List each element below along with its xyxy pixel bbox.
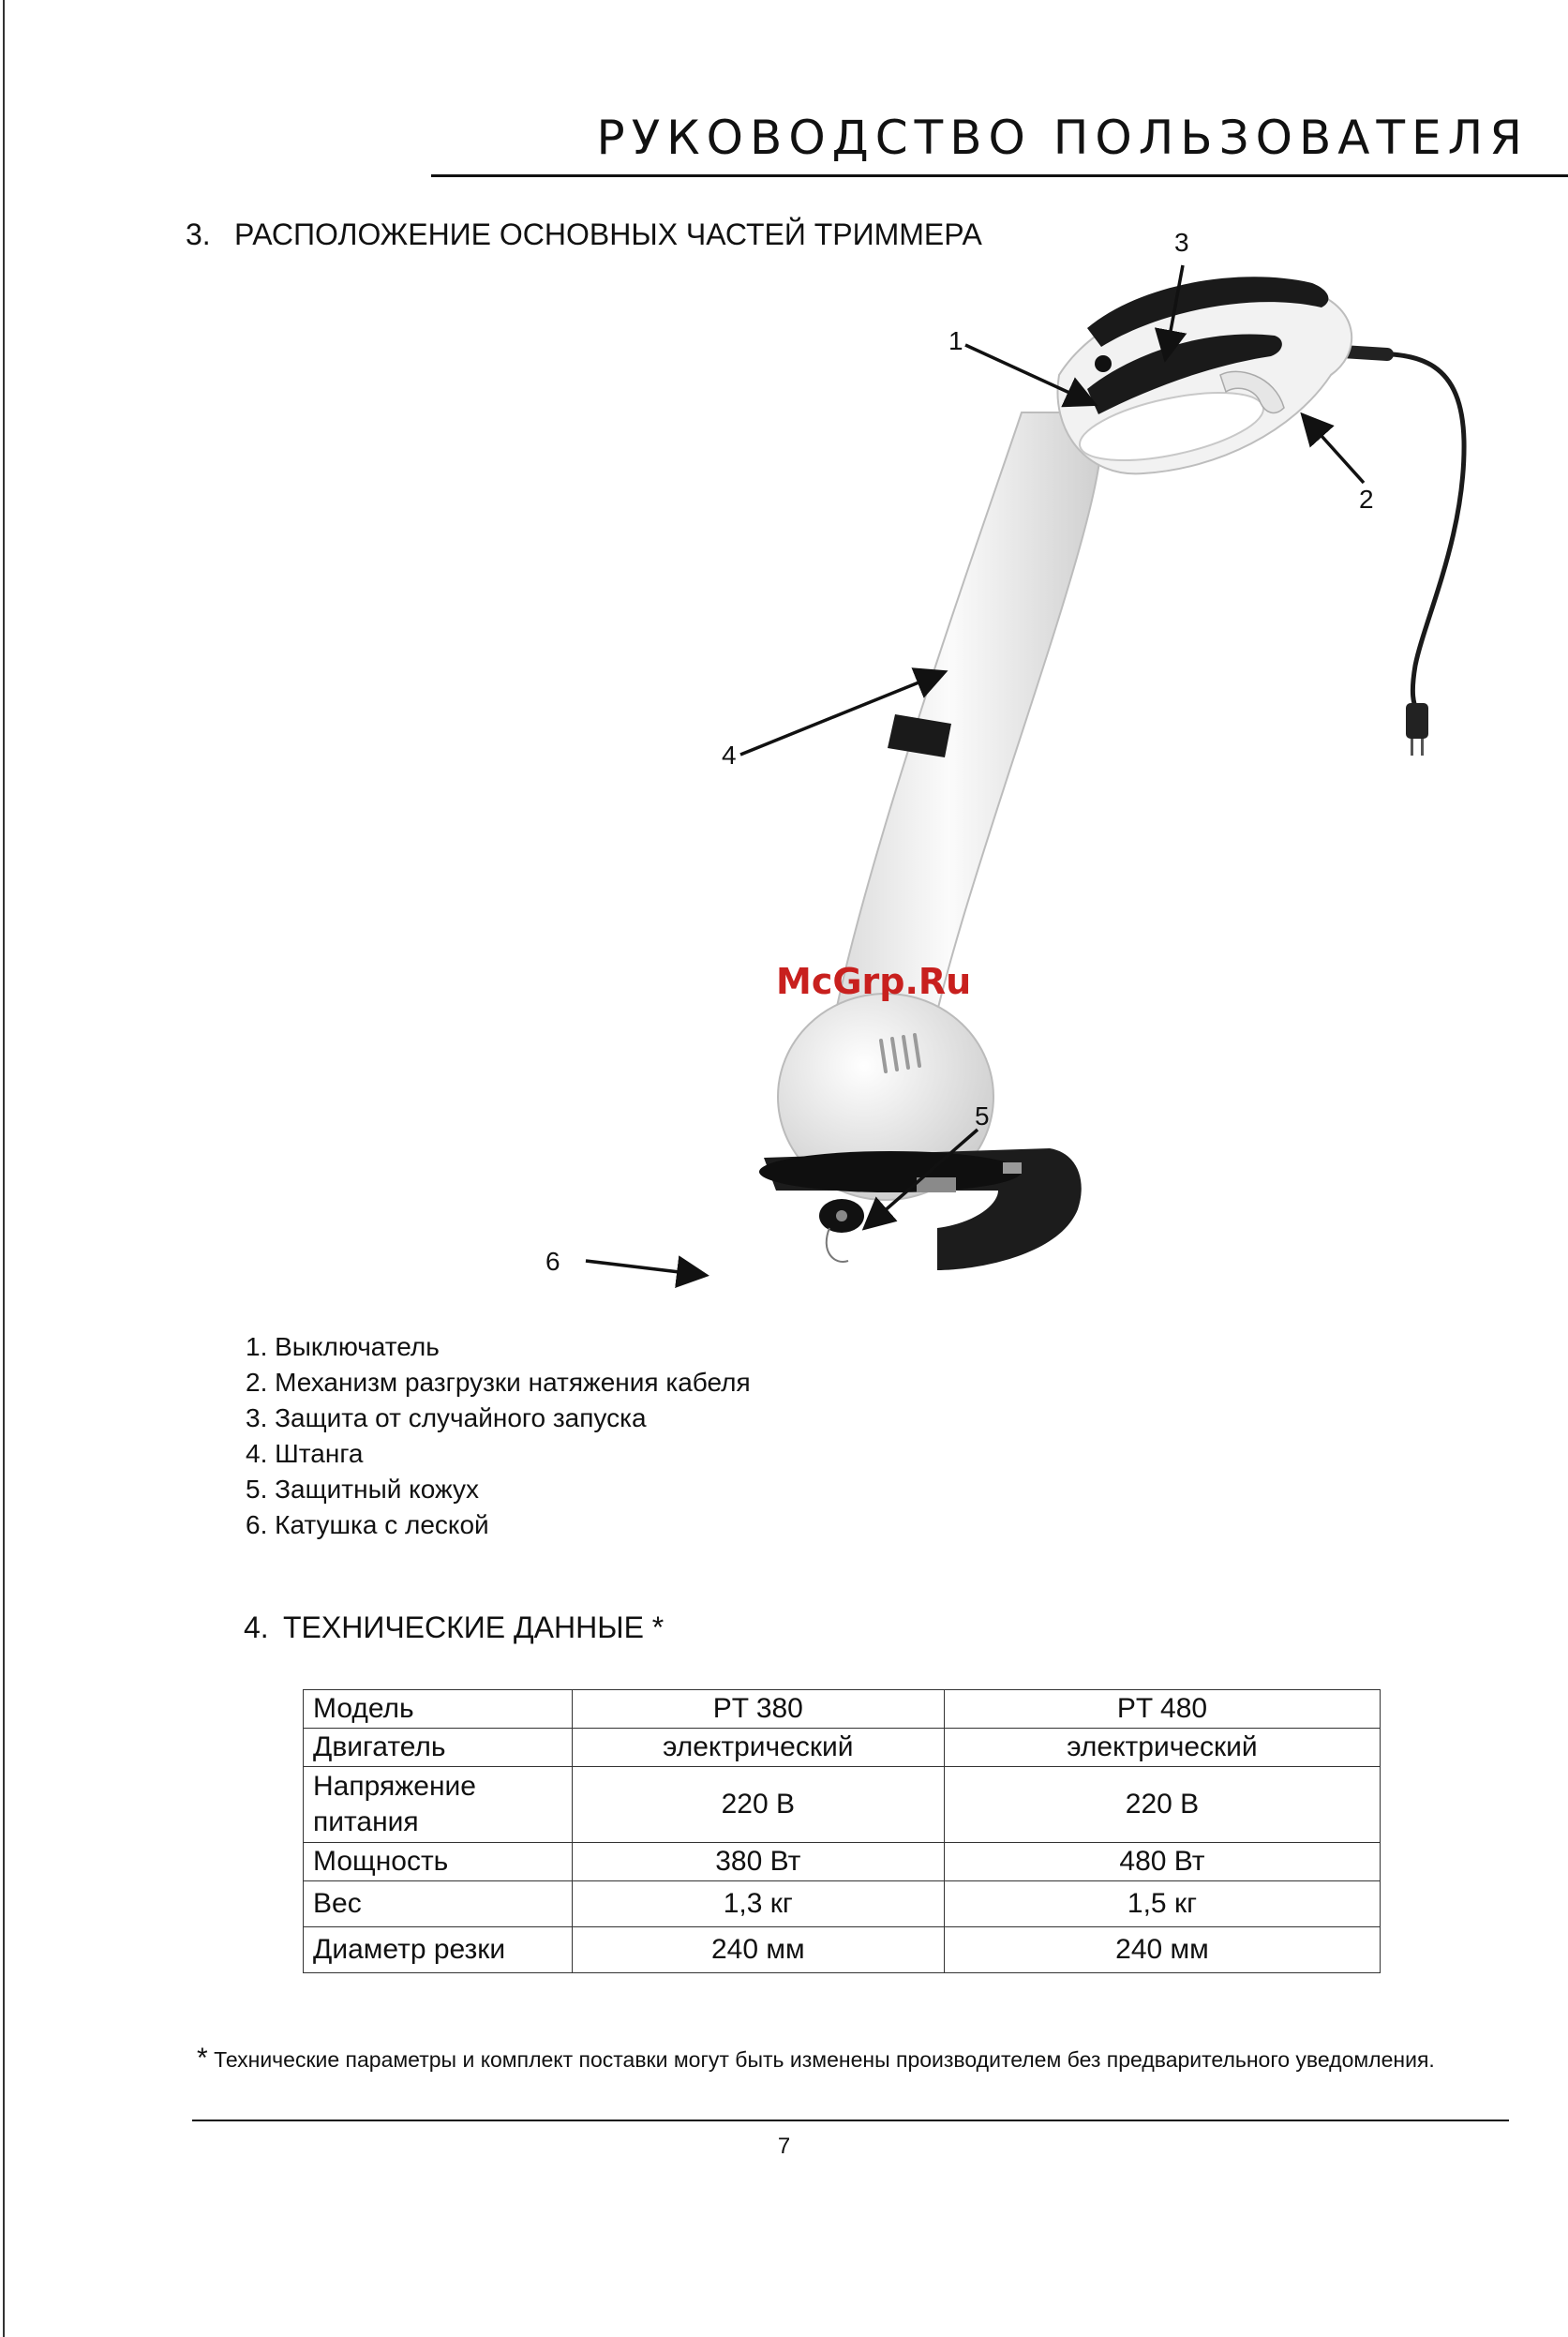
table-cell: Напряжение питания (304, 1767, 573, 1843)
list-item: 3. Защита от случайного запуска (246, 1403, 647, 1432)
callout-6-arrow (586, 1261, 703, 1275)
list-item: 6. Катушка с леской (246, 1510, 489, 1539)
power-cord (1348, 354, 1464, 712)
page-number: 7 (777, 2134, 791, 2159)
list-item: 1. Выключатель (246, 1332, 440, 1361)
section-4-number: 4. (244, 1610, 269, 1644)
callout-number-3: 3 (1174, 228, 1189, 257)
spool-icon (819, 1199, 864, 1262)
callout-number-2: 2 (1359, 485, 1374, 514)
table-cell: Двигатель (304, 1729, 573, 1767)
callout-number-6: 6 (545, 1247, 560, 1276)
table-cell: Диаметр резки (304, 1927, 573, 1973)
table-cell: 220 В (944, 1767, 1380, 1843)
table-row (304, 1729, 1381, 1767)
table-cell: Мощность (304, 1843, 573, 1881)
safety-lock-button (1095, 355, 1112, 372)
table-row (304, 1767, 1381, 1843)
section-3-number: 3. (186, 217, 211, 251)
footnote-text: Технические параметры и комплект поставки могут быть изменены производителем без предварительного уведомления. (214, 2047, 1435, 2072)
header-rule (431, 174, 1568, 177)
table-cell: 240 мм (944, 1927, 1380, 1973)
guard-rim (759, 1151, 1022, 1192)
table-cell: 380 Вт (572, 1843, 944, 1881)
table-cell: электрический (572, 1729, 944, 1767)
table-row (304, 1690, 1381, 1729)
trimmer-figure (525, 225, 1500, 1331)
table-cell: Модель (304, 1690, 573, 1729)
table-cell: Вес (304, 1881, 573, 1927)
table-cell: 1,5 кг (944, 1881, 1380, 1927)
list-item: 2. Механизм разгрузки натяжения кабеля (246, 1368, 751, 1397)
callout-number-4: 4 (722, 741, 737, 770)
list-item: 5. Защитный кожух (246, 1475, 479, 1504)
section-4-heading (244, 1610, 664, 1645)
section-3-title: РАСПОЛОЖЕНИЕ ОСНОВНЫХ ЧАСТЕЙ ТРИММЕРА (234, 217, 982, 251)
plug-icon (1406, 703, 1428, 756)
callout-number-5: 5 (975, 1101, 990, 1131)
table-row (304, 1881, 1381, 1927)
table-row (304, 1843, 1381, 1881)
footer-rule (192, 2120, 1509, 2121)
guard-label-2 (1003, 1162, 1022, 1174)
footnote-star: * (197, 2043, 208, 2074)
footnote (197, 2042, 1526, 2076)
list-item: 4. Штанга (246, 1439, 364, 1468)
table-cell: PT 480 (944, 1690, 1380, 1729)
callout-number-1: 1 (948, 326, 963, 355)
specs-table (303, 1689, 1381, 1973)
left-margin-rule (3, 0, 5, 2337)
table-cell: 220 В (572, 1767, 944, 1843)
table-cell: 240 мм (572, 1927, 944, 1973)
table-cell: PT 380 (572, 1690, 944, 1729)
parts-list (246, 1329, 751, 1543)
table-row (304, 1927, 1381, 1973)
table-cell: электрический (944, 1729, 1380, 1767)
table-cell: 1,3 кг (572, 1881, 944, 1927)
watermark-text: McGrp.Ru (776, 961, 972, 1002)
section-4-title: ТЕХНИЧЕСКИЕ ДАННЫЕ * (283, 1610, 665, 1644)
table-cell: 480 Вт (944, 1843, 1380, 1881)
callout-2-arrow (1305, 417, 1364, 483)
page-header-title: РУКОВОДСТВО ПОЛЬЗОВАТЕЛЯ (596, 111, 1529, 165)
trimmer-illustration (525, 225, 1500, 1331)
